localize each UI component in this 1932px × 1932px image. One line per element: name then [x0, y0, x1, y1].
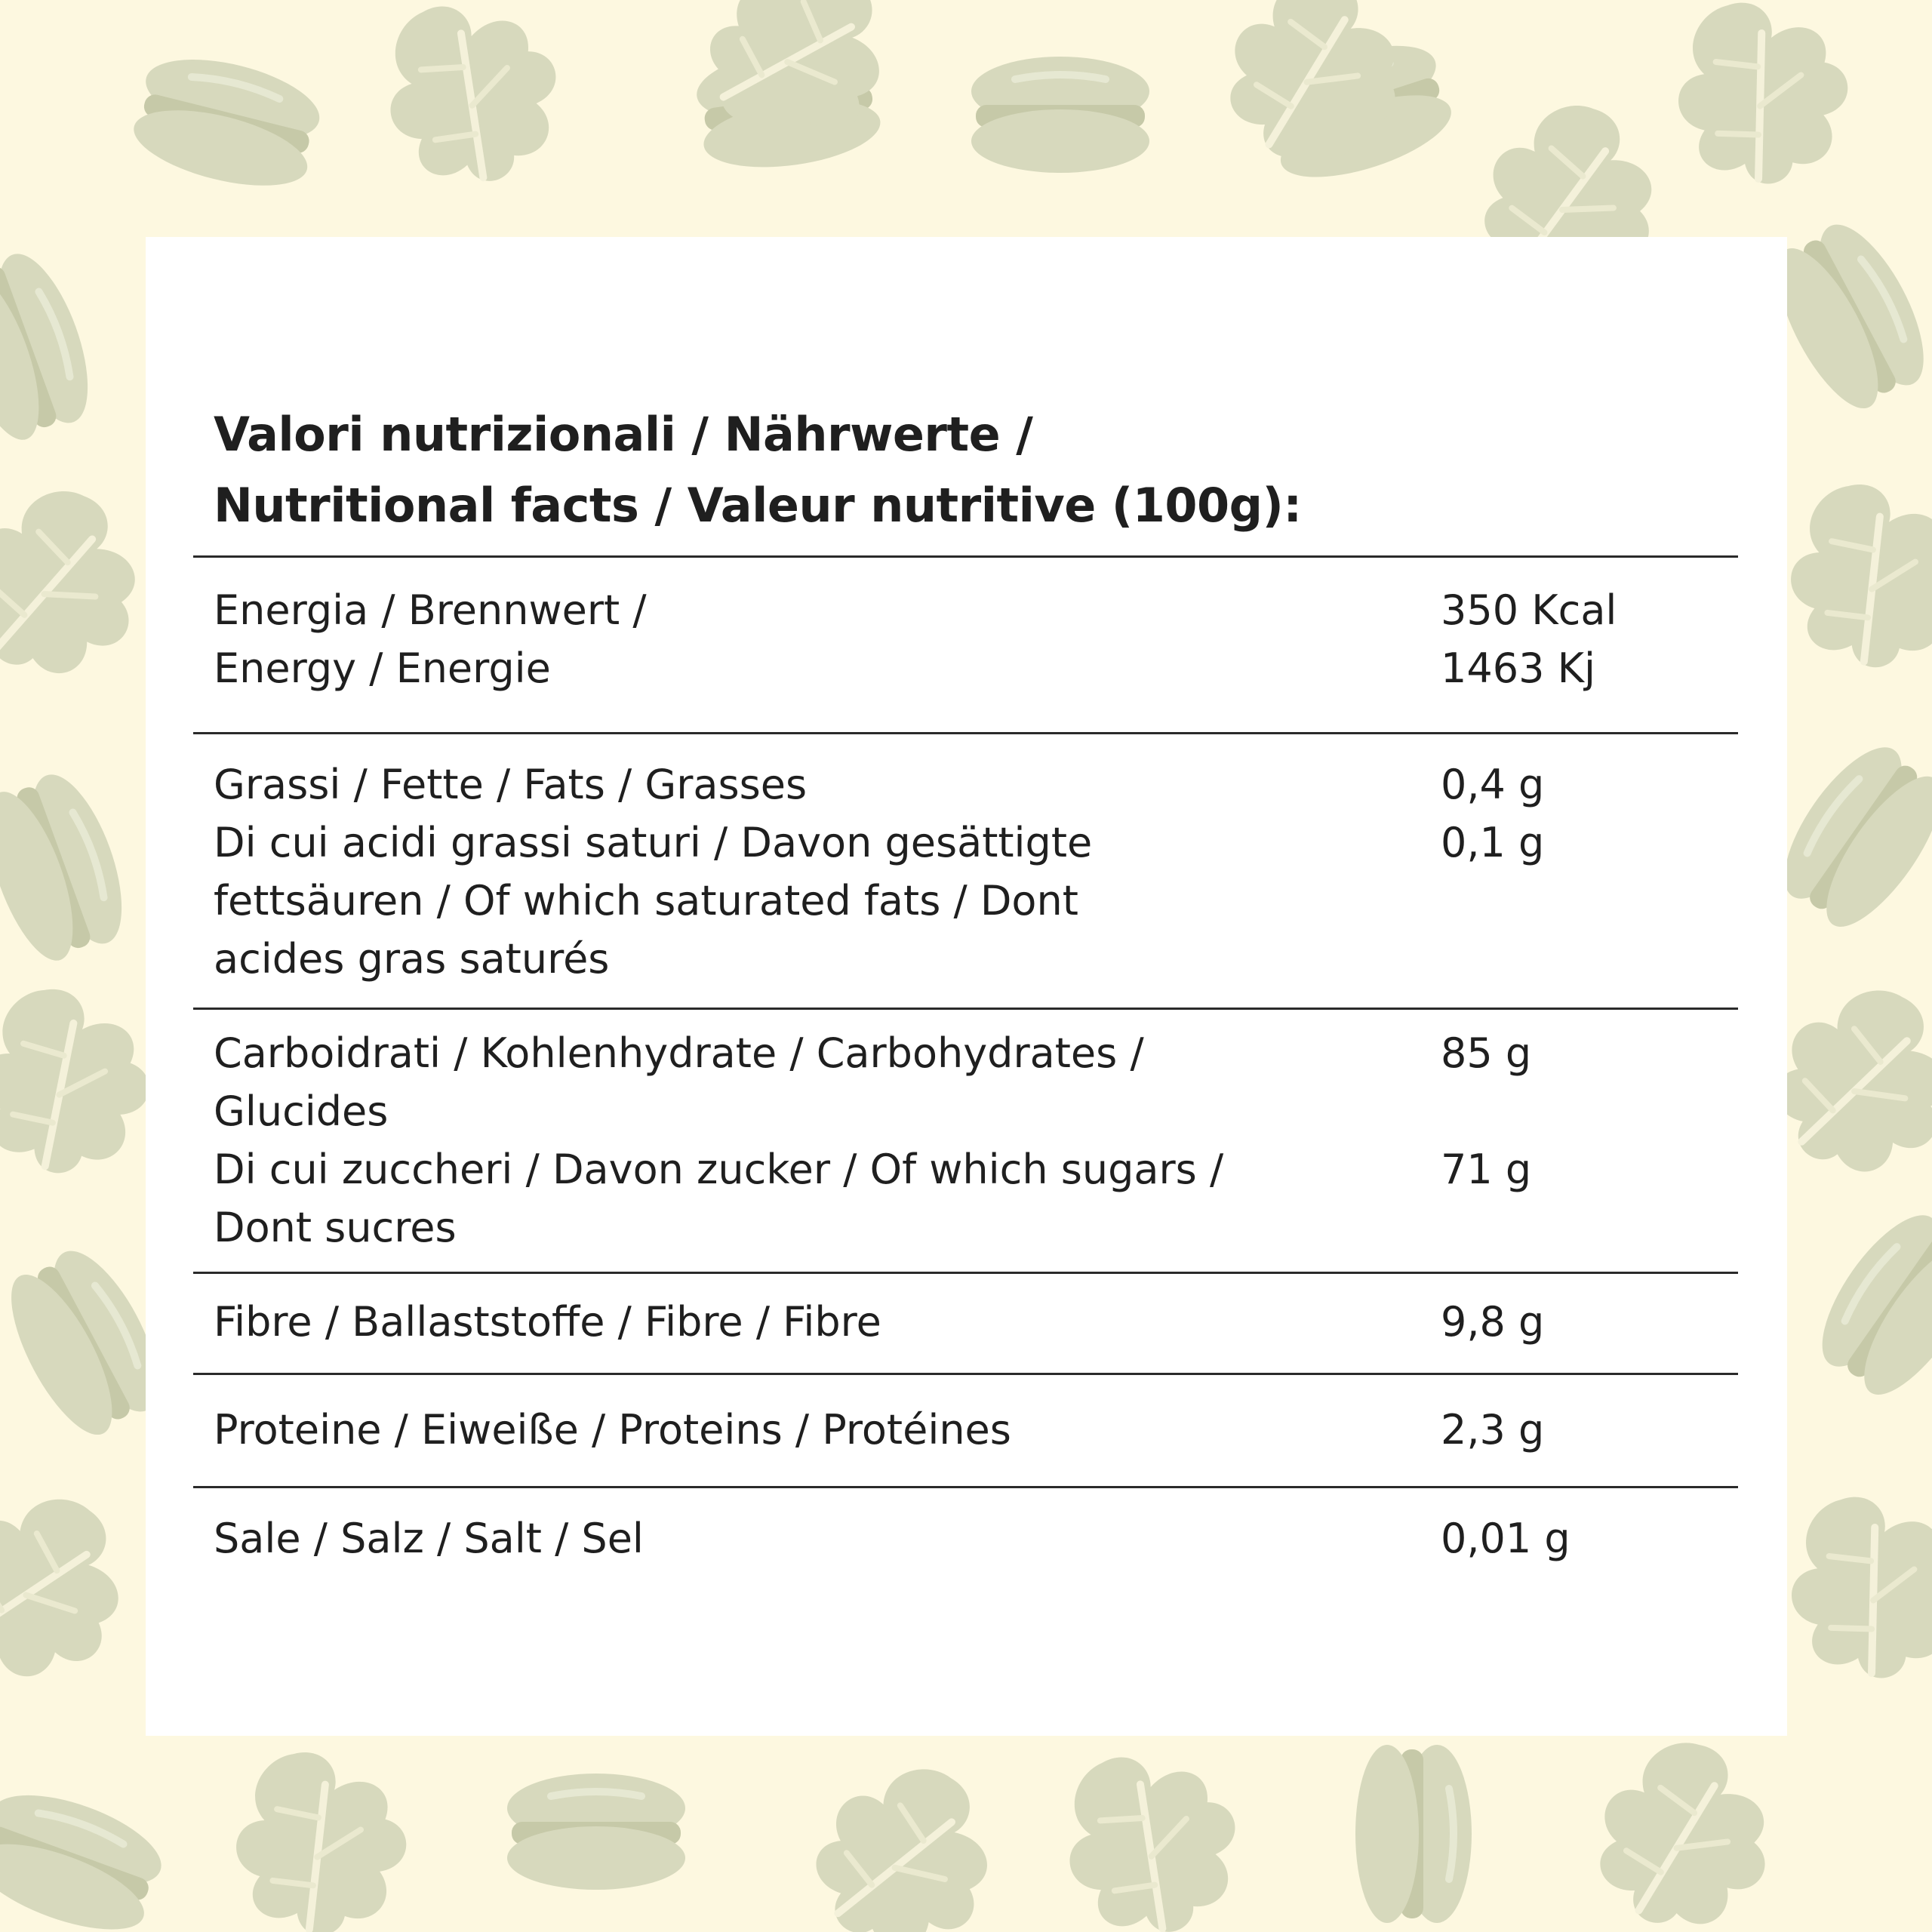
row-label — [214, 581, 647, 697]
row-value: 85 g — [1441, 1029, 1532, 1077]
label-line: Sale / Salz / Salt / Sel — [214, 1515, 644, 1562]
title-line-2: Nutritional facts / Valeur nutritive (100g): — [214, 478, 1302, 533]
row-value: 9,8 g — [1441, 1298, 1545, 1346]
label-line: Fibre / Ballaststoffe / Fibre / Fibre — [214, 1298, 881, 1346]
nutrition-title — [214, 399, 1302, 541]
label-line: fettsäuren / Of which saturated fats / Dont — [214, 877, 1078, 924]
row-value: 0,1 g — [1441, 819, 1545, 866]
title-line-1: Valori nutrizionali / Nährwerte / — [214, 407, 1033, 462]
divider — [193, 1373, 1738, 1375]
divider — [193, 1486, 1738, 1488]
row-value — [1441, 581, 1617, 697]
divider — [193, 1008, 1738, 1010]
label-line: acides gras saturés — [214, 935, 610, 983]
label-line: Carboidrati / Kohlenhydrate / Carbohydrates / — [214, 1029, 1144, 1077]
label-line: Dont sucres — [214, 1204, 457, 1251]
label-line: Energy / Energie — [214, 645, 551, 692]
row-value: 0,01 g — [1441, 1515, 1571, 1562]
value-kcal: 350 Kcal — [1441, 586, 1617, 634]
row-label — [214, 1140, 1223, 1257]
value-kj: 1463 Kj — [1441, 645, 1596, 692]
label-line: Grassi / Fette / Fats / Grasses — [214, 761, 808, 808]
divider — [193, 1272, 1738, 1274]
row-label — [214, 1293, 881, 1351]
row-value: 2,3 g — [1441, 1406, 1545, 1454]
divider — [193, 555, 1738, 558]
row-label — [214, 755, 807, 814]
row-label — [214, 1024, 1144, 1140]
row-label — [214, 814, 1092, 988]
row-label — [214, 1509, 644, 1567]
nutrition-card — [146, 237, 1787, 1736]
label-line: Di cui acidi grassi saturi / Davon gesättigte — [214, 819, 1093, 866]
label-line: Proteine / Eiweiße / Proteins / Protéines — [214, 1406, 1011, 1454]
label-line: Glucides — [214, 1088, 389, 1135]
row-value: 0,4 g — [1441, 761, 1545, 808]
row-label — [214, 1401, 1011, 1459]
row-value: 71 g — [1441, 1146, 1532, 1193]
divider — [193, 732, 1738, 734]
label-line: Energia / Brennwert / — [214, 586, 647, 634]
label-line: Di cui zuccheri / Davon zucker / Of which sugars / — [214, 1146, 1224, 1193]
